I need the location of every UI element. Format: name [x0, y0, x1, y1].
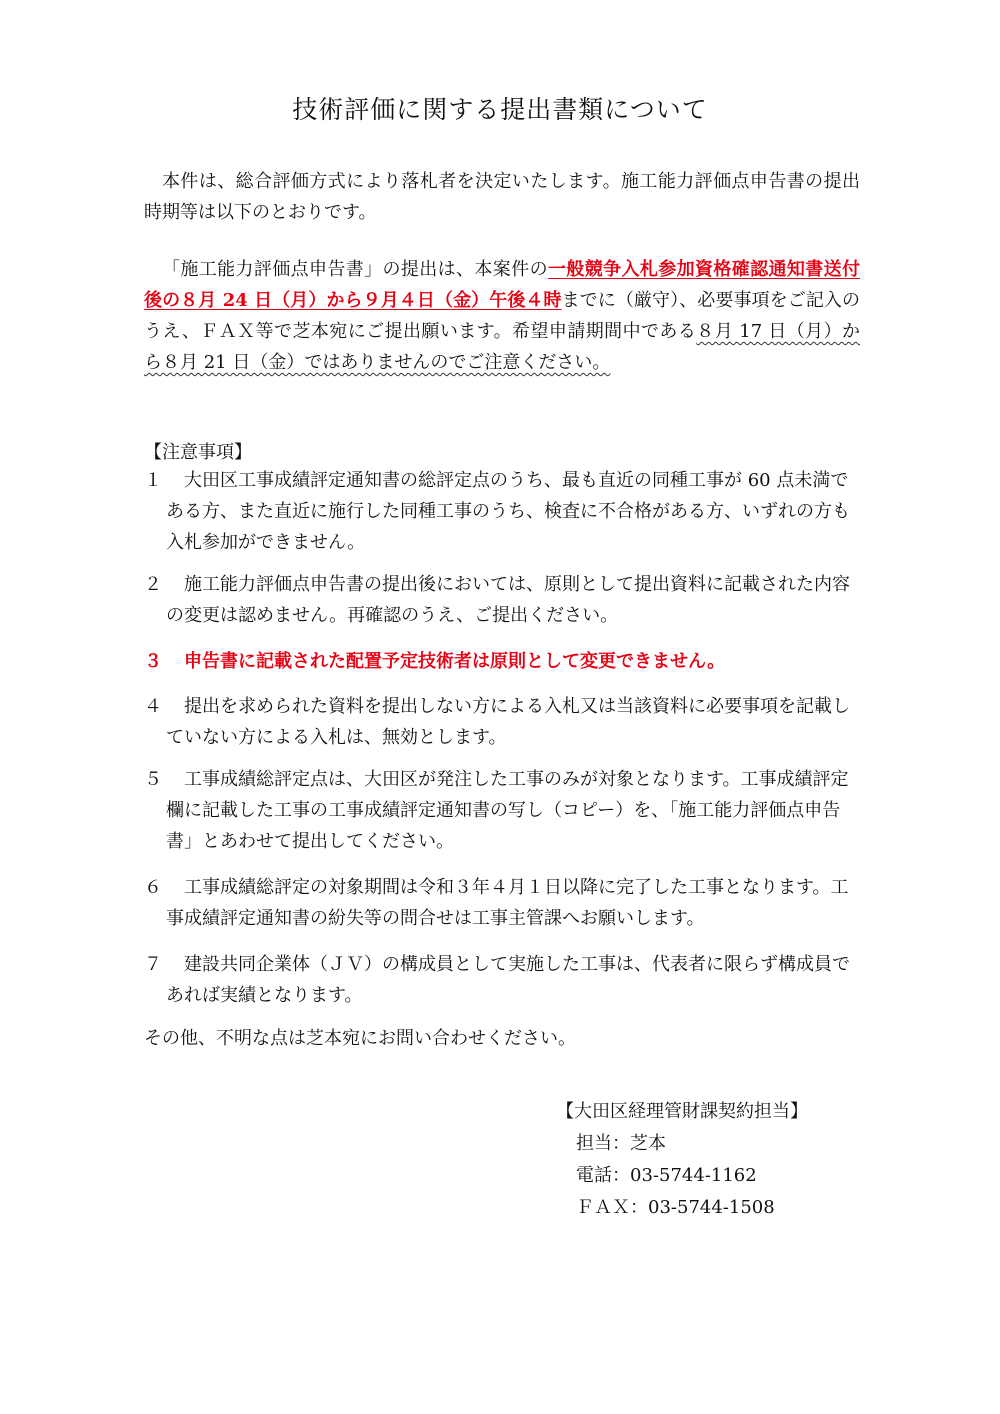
note-item-2: [144, 569, 860, 631]
note-item-3: [144, 646, 860, 677]
note-number: ２: [144, 574, 162, 595]
note-number: ３: [144, 651, 162, 672]
note-text: 工事成績総評定点は、大田区が発注した工事のみが対象となります。工事成績評定欄に記載した工事の工事成績評定通知書の写し（コピー）を、「施工能力評価点申告書」とあわせて提出してください。: [166, 769, 849, 852]
contact-department: 【大田区経理管財課契約担当】: [556, 1101, 808, 1122]
note-item-1: [144, 465, 860, 558]
contact-fax: ＦＡＸ：03-5744-1508: [576, 1197, 775, 1218]
contact-block: [556, 1096, 808, 1224]
document-title: 技術評価に関する提出書類について: [292, 95, 708, 124]
note-item-5: [144, 764, 860, 857]
note-text: 申告書に記載された配置予定技術者は原則として変更できません。: [184, 651, 726, 672]
note-item-4: [144, 691, 860, 753]
notes-heading: 【注意事項】: [144, 442, 252, 463]
submission-text-part1: 「施工能力評価点申告書」の提出は、本案件の: [162, 259, 548, 280]
note-number: ５: [144, 769, 162, 790]
note-text: 建設共同企業体（ＪＶ）の構成員として実施した工事は、代表者に限らず構成員であれば実績となります。: [166, 954, 850, 1006]
submission-paragraph: [144, 254, 860, 378]
intro-paragraph: 本件は、総合評価方式により落札者を決定いたします。施工能力評価点申告書の提出時期等は以下のとおりです。: [144, 171, 860, 223]
note-text: 施工能力評価点申告書の提出後においては、原則として提出資料に記載された内容の変更は認めません。再確認のうえ、ご提出ください。: [166, 574, 850, 626]
contact-person: 担当：芝本: [576, 1133, 666, 1154]
note-item-6: [144, 872, 860, 934]
closing-text: その他、不明な点は芝本宛にお問い合わせください。: [144, 1028, 576, 1049]
note-text: 提出を求められた資料を提出しない方による入札又は当該資料に必要事項を記載していない方による入札は、無効とします。: [166, 696, 850, 748]
submission-text-part2: までに（厳守）、必要事項をご記入のうえ、ＦＡＸ等で芝本宛にご提出願います。希望申請期間中である: [144, 290, 860, 342]
submission-wavy-note: ８月 17 日（月）から８月 21 日（金）ではありませんのでご注意ください。: [144, 321, 860, 373]
contact-phone: 電話：03-5744-1162: [576, 1165, 757, 1186]
note-number: ７: [144, 954, 162, 975]
note-text: 工事成績総評定の対象期間は令和３年４月１日以降に完了した工事となります。工事成績評定通知書の紛失等の問合せは工事主管課へお願いします。: [166, 877, 849, 929]
submission-deadline-highlight: 一般競争入札参加資格確認通知書送付後の８月 24 日（月）から９月４日（金）午後４時: [144, 259, 861, 311]
note-text: 大田区工事成績評定通知書の総評定点のうち、最も直近の同種工事が 60 点未満である方、また直近に施行した同種工事のうち、検査に不合格がある方、いずれの方も入札参加ができません。: [166, 470, 850, 553]
note-number: １: [144, 470, 162, 491]
note-item-7: [144, 949, 860, 1011]
note-number: ４: [144, 696, 162, 717]
note-number: ６: [144, 877, 162, 898]
